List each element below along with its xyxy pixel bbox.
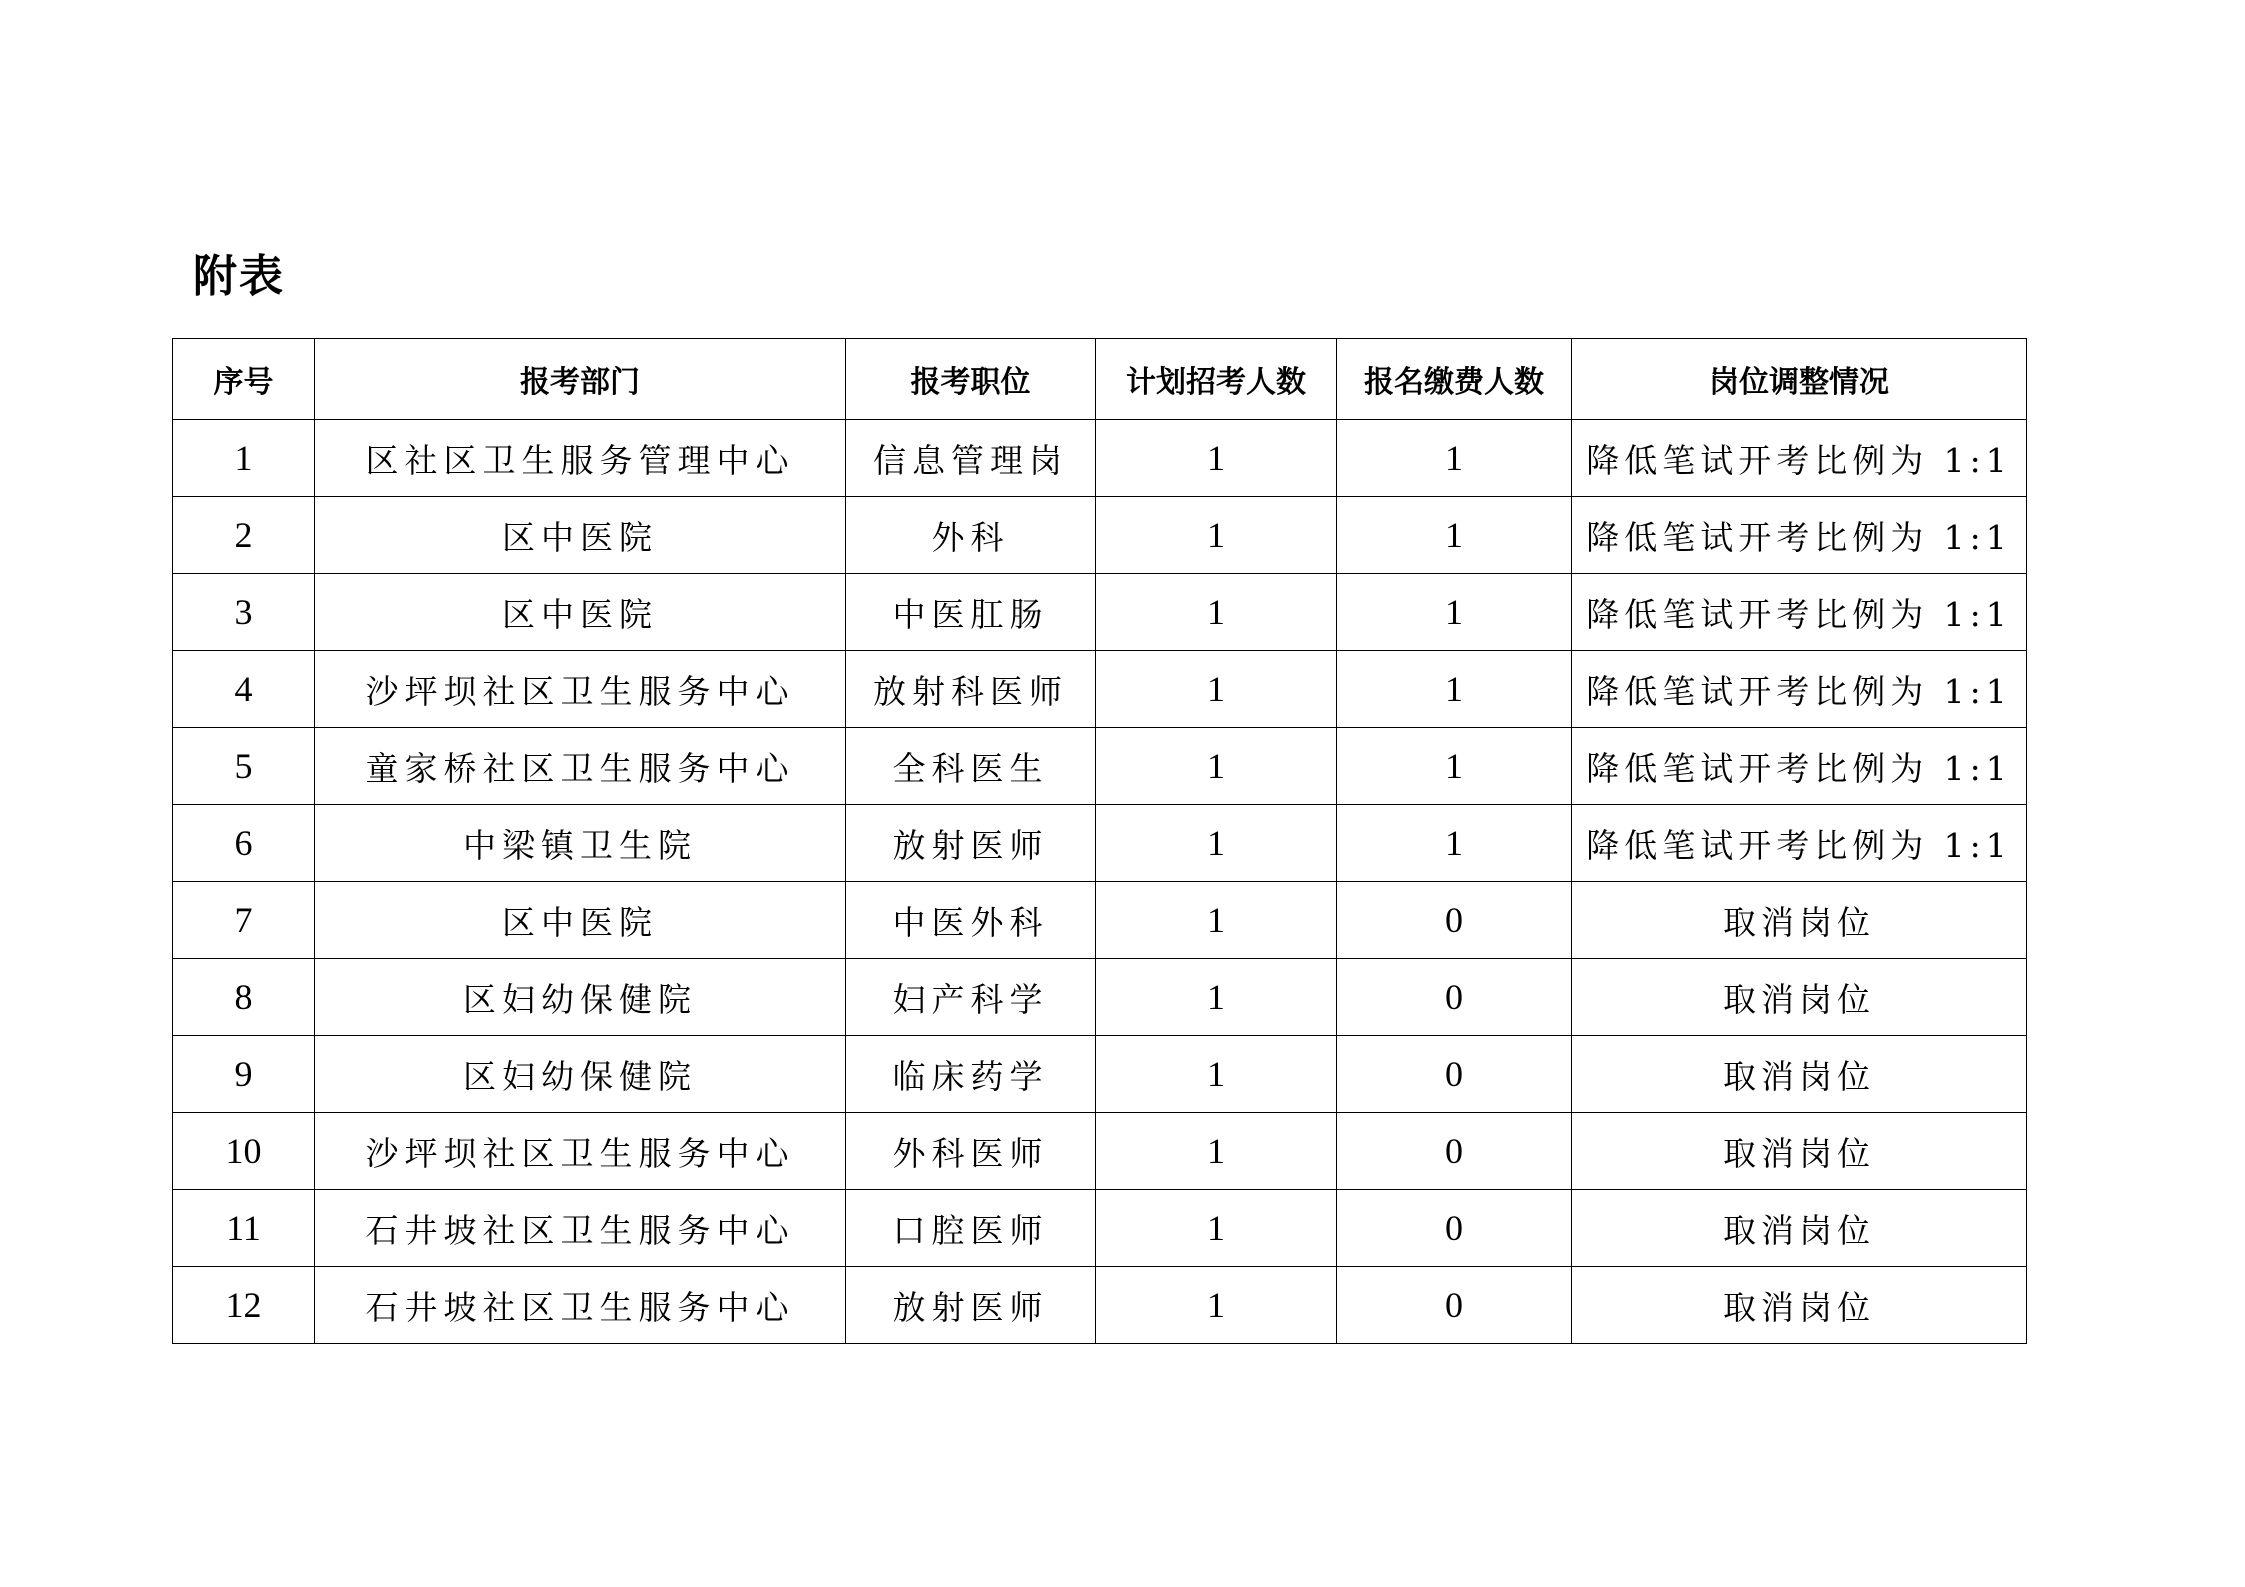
cell-serial-number: 12 (173, 1267, 315, 1344)
table-row (173, 1036, 2027, 1113)
cell-paid-count: 0 (1337, 1036, 1572, 1113)
cell-planned-count: 1 (1096, 420, 1337, 497)
cell-serial-number: 3 (173, 574, 315, 651)
header-position: 报考职位 (846, 339, 1096, 420)
cell-adjustment: 降低笔试开考比例为 1:1 (1572, 728, 2027, 805)
cell-adjustment: 取消岗位 (1572, 1113, 2027, 1190)
cell-serial-number: 1 (173, 420, 315, 497)
cell-position: 中医外科 (846, 882, 1096, 959)
table-row (173, 805, 2027, 882)
cell-paid-count: 1 (1337, 805, 1572, 882)
cell-planned-count: 1 (1096, 497, 1337, 574)
cell-paid-count: 0 (1337, 1113, 1572, 1190)
cell-adjustment: 降低笔试开考比例为 1:1 (1572, 651, 2027, 728)
cell-department: 区妇幼保健院 (315, 1036, 846, 1113)
cell-department: 区中医院 (315, 497, 846, 574)
cell-position: 外科 (846, 497, 1096, 574)
cell-planned-count: 1 (1096, 882, 1337, 959)
table-row (173, 882, 2027, 959)
cell-department: 沙坪坝社区卫生服务中心 (315, 651, 846, 728)
cell-department: 童家桥社区卫生服务中心 (315, 728, 846, 805)
cell-department: 区中医院 (315, 574, 846, 651)
cell-paid-count: 1 (1337, 420, 1572, 497)
header-adjustment: 岗位调整情况 (1572, 339, 2027, 420)
cell-planned-count: 1 (1096, 1190, 1337, 1267)
header-serial-number: 序号 (173, 339, 315, 420)
table-row (173, 728, 2027, 805)
cell-adjustment: 降低笔试开考比例为 1:1 (1572, 805, 2027, 882)
cell-department: 石井坡社区卫生服务中心 (315, 1190, 846, 1267)
cell-planned-count: 1 (1096, 1036, 1337, 1113)
cell-position: 全科医生 (846, 728, 1096, 805)
page-title: 附表 (193, 251, 285, 302)
cell-position: 外科医师 (846, 1113, 1096, 1190)
cell-paid-count: 0 (1337, 882, 1572, 959)
cell-serial-number: 5 (173, 728, 315, 805)
cell-planned-count: 1 (1096, 728, 1337, 805)
cell-department: 沙坪坝社区卫生服务中心 (315, 1113, 846, 1190)
cell-paid-count: 1 (1337, 574, 1572, 651)
cell-department: 区妇幼保健院 (315, 959, 846, 1036)
cell-department: 石井坡社区卫生服务中心 (315, 1267, 846, 1344)
cell-adjustment: 取消岗位 (1572, 882, 2027, 959)
cell-serial-number: 6 (173, 805, 315, 882)
cell-paid-count: 0 (1337, 1267, 1572, 1344)
cell-planned-count: 1 (1096, 959, 1337, 1036)
cell-serial-number: 11 (173, 1190, 315, 1267)
cell-paid-count: 0 (1337, 1190, 1572, 1267)
table-row (173, 420, 2027, 497)
table-header-row (173, 339, 2027, 420)
table-row (173, 1190, 2027, 1267)
header-planned-count: 计划招考人数 (1096, 339, 1337, 420)
cell-department: 区中医院 (315, 882, 846, 959)
header-paid-count: 报名缴费人数 (1337, 339, 1572, 420)
cell-serial-number: 4 (173, 651, 315, 728)
cell-paid-count: 0 (1337, 959, 1572, 1036)
cell-position: 放射科医师 (846, 651, 1096, 728)
cell-position: 口腔医师 (846, 1190, 1096, 1267)
cell-adjustment: 取消岗位 (1572, 1190, 2027, 1267)
cell-serial-number: 9 (173, 1036, 315, 1113)
cell-adjustment: 取消岗位 (1572, 1036, 2027, 1113)
cell-serial-number: 10 (173, 1113, 315, 1190)
cell-department: 区社区卫生服务管理中心 (315, 420, 846, 497)
position-adjustment-table (172, 338, 2027, 1344)
cell-position: 临床药学 (846, 1036, 1096, 1113)
cell-position: 信息管理岗 (846, 420, 1096, 497)
cell-position: 放射医师 (846, 1267, 1096, 1344)
cell-planned-count: 1 (1096, 651, 1337, 728)
cell-paid-count: 1 (1337, 728, 1572, 805)
table-row (173, 497, 2027, 574)
cell-serial-number: 7 (173, 882, 315, 959)
table-row (173, 959, 2027, 1036)
cell-position: 放射医师 (846, 805, 1096, 882)
cell-adjustment: 降低笔试开考比例为 1:1 (1572, 574, 2027, 651)
cell-planned-count: 1 (1096, 805, 1337, 882)
table-row (173, 1113, 2027, 1190)
table-row (173, 651, 2027, 728)
cell-adjustment: 降低笔试开考比例为 1:1 (1572, 420, 2027, 497)
table-row (173, 1267, 2027, 1344)
cell-department: 中梁镇卫生院 (315, 805, 846, 882)
cell-planned-count: 1 (1096, 1113, 1337, 1190)
header-department: 报考部门 (315, 339, 846, 420)
cell-adjustment: 取消岗位 (1572, 1267, 2027, 1344)
table-row (173, 574, 2027, 651)
cell-position: 妇产科学 (846, 959, 1096, 1036)
cell-adjustment: 降低笔试开考比例为 1:1 (1572, 497, 2027, 574)
cell-planned-count: 1 (1096, 1267, 1337, 1344)
cell-adjustment: 取消岗位 (1572, 959, 2027, 1036)
cell-serial-number: 2 (173, 497, 315, 574)
cell-paid-count: 1 (1337, 651, 1572, 728)
cell-planned-count: 1 (1096, 574, 1337, 651)
cell-serial-number: 8 (173, 959, 315, 1036)
cell-paid-count: 1 (1337, 497, 1572, 574)
cell-position: 中医肛肠 (846, 574, 1096, 651)
